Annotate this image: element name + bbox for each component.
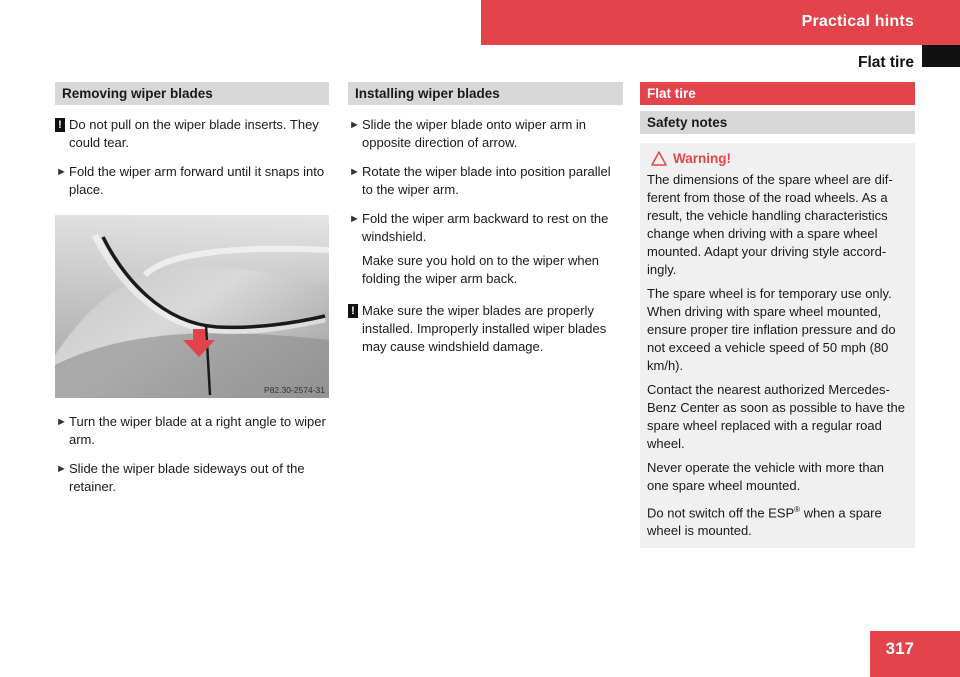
column-flat-tire xyxy=(640,82,915,548)
exclamation-icon: ! xyxy=(55,118,65,132)
step-text: Fold the wiper arm backward to rest on the windshield. xyxy=(362,211,609,244)
arrow-right-icon: ► xyxy=(349,119,360,131)
warning-triangle-icon xyxy=(651,151,667,166)
step-item xyxy=(348,116,623,152)
esp-text-post: when a spare wheel is mounted. xyxy=(647,505,882,539)
wiper-arm-photo xyxy=(55,215,329,398)
step-detail: Make sure you hold on to the wiper when folding the wiper arm back. xyxy=(362,253,600,286)
arrow-right-icon: ► xyxy=(56,416,67,428)
warning-paragraph: The spare wheel is for temporary use only. When driving with spare wheel mounted, ensure proper tire inflation pressure and do not exceed a vehicle speed of 50 mph (80 km/h). xyxy=(647,286,896,373)
heading-installing-wiper-blades: Installing wiper blades xyxy=(348,82,623,105)
step-text: Fold the wiper arm forward until it snaps into place. xyxy=(69,164,325,197)
step-text: Rotate the wiper blade into position parallel to the wiper arm. xyxy=(362,164,611,197)
heading-flat-tire: Flat tire xyxy=(640,82,915,105)
step-item xyxy=(55,413,329,449)
warning-paragraph-esp xyxy=(647,501,908,540)
arrow-right-icon: ► xyxy=(349,213,360,225)
step-item xyxy=(55,163,329,199)
warning-paragraph: Contact the nearest authorized Mercedes-Benz Center as soon as possible to have the spare wheel replaced with a regular road wheel. xyxy=(647,382,905,451)
heading-safety-notes: Safety notes xyxy=(640,111,915,134)
wiper-arm-illustration xyxy=(55,215,329,398)
image-code: P82.30-2574-31 xyxy=(264,385,325,395)
step-item xyxy=(348,210,623,246)
page-number: 317 xyxy=(885,639,914,658)
page-number-box xyxy=(870,631,960,677)
arrow-right-icon: ► xyxy=(349,166,360,178)
note-text: Make sure the wiper blades are properly installed. Improperly installed wiper blades may cause windshield damage. xyxy=(362,303,607,354)
section-title: Practical hints xyxy=(801,13,914,30)
warning-title: Warning! xyxy=(673,151,731,166)
step-item xyxy=(348,163,623,199)
warning-paragraph: The dimensions of the spare wheel are dif-ferent from those of the road wheels. As a result, the vehicle handling characteristics change when driving with a spare wheel mounted. Adapt your driving style accord-ingly. xyxy=(647,172,893,277)
warning-paragraph: Never operate the vehicle with more than one spare wheel mounted. xyxy=(647,460,885,493)
step-item xyxy=(55,460,329,496)
esp-text-pre: Do not switch off the ESP xyxy=(647,505,795,521)
note-paragraph xyxy=(348,302,623,356)
warning-box xyxy=(640,143,915,548)
heading-removing-wiper-blades: Removing wiper blades xyxy=(55,82,329,105)
column-installing-wiper-blades xyxy=(348,82,623,356)
arrow-right-icon: ► xyxy=(56,166,67,178)
exclamation-icon: ! xyxy=(348,304,358,318)
subsection-title: Flat tire xyxy=(858,54,914,71)
step-text: Slide the wiper blade onto wiper arm in opposite direction of arrow. xyxy=(362,117,587,150)
column-removing-wiper-blades xyxy=(55,82,329,496)
step-text: Slide the wiper blade sideways out of the retainer. xyxy=(69,461,305,494)
note-text: Do not pull on the wiper blade inserts. They could tear. xyxy=(69,117,319,150)
registered-mark: ® xyxy=(794,505,801,514)
step-text: Turn the wiper blade at a right angle to wiper arm. xyxy=(69,414,326,447)
arrow-right-icon: ► xyxy=(56,463,67,475)
warning-heading xyxy=(647,151,908,171)
note-paragraph xyxy=(55,116,329,152)
thumb-tab xyxy=(922,45,960,67)
